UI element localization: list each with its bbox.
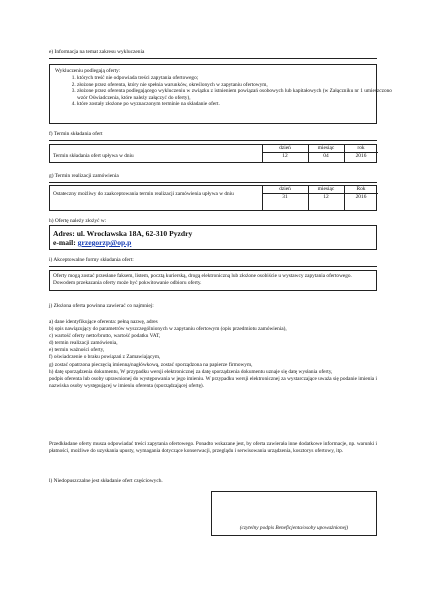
- exclusion-item: 2. złożone przez oferenta, który nie spełnia warunków, określonych w zapytaniu ofertowym,: [77, 82, 392, 89]
- deadline-year: 2016: [355, 153, 367, 159]
- requirement-item: b) opis nawiązujący do parametrów wyszczególnionych w zapytaniu ofertowym (opis przedmiotu zamówienia),: [49, 326, 287, 333]
- signature-box: [211, 491, 377, 536]
- exclusion-item: 3. złożone przez oferenta podlegającego wykluczeniu w związku z istnieniem powiązań osobowych lub kapitałowych (w Załączniku nr 1 umieszczono wzór Oświadczenia, które należy załączyć do oferty),: [77, 88, 392, 101]
- requirement-item: e) termin ważności oferty,: [49, 347, 105, 354]
- email-link[interactable]: grzegorzp@op.p: [77, 238, 132, 247]
- section-g-underline: [49, 182, 377, 183]
- completion-day: 31: [282, 194, 288, 200]
- completion-year: 2016: [355, 194, 367, 200]
- section-e-underline: [49, 58, 377, 59]
- completion-month: 12: [323, 194, 329, 200]
- requirement-item: d) termin realizacji zamówienia,: [49, 340, 118, 347]
- requirement-item: h) datę sporządzenia dokumentu, W przypadku wersji elektronicznej za datę sporządzenia dokumentu uznaje się datę wysłania oferty,: [49, 368, 333, 375]
- offer-deadline-table: [49, 144, 377, 163]
- requirement-item: g) zostać opatrzona pieczęcią imienną/nagłówkową, zostać sporządzona na papierze firmowym,: [49, 361, 253, 368]
- requirement-item: c) wartość oferty netto/brutto, wartość podatku VAT,: [49, 333, 161, 340]
- submission-forms-text: Oferty mogą zostać przesłane faksem, listem, pocztą kurierską, drogą elektroniczną lub złożone osobiście u wystawcy zapytania ofertowego. Dowodem przekazania oferty może być pokwitowanie odbioru oferty.: [53, 273, 352, 287]
- requirement-item: f) oświadczenie o braku powiązań z Zamawiającym,: [49, 354, 161, 361]
- completion-row-label: Ostateczny możliwy do zaakceptowania termin realizacji zamówienia upływa w dniu: [53, 191, 234, 197]
- signature-caption: (czytelny podpis Beneficjenta/osoby upoważnionej): [239, 525, 349, 531]
- deadline-day: 12: [282, 153, 288, 159]
- section-e-label: e) Informacja na temat zakresu wykluczenia: [49, 49, 145, 55]
- exclusion-item: 1. których treść nie odpowiada treści zapytania ofertowego;: [77, 75, 392, 82]
- day-header: dzień: [279, 186, 291, 192]
- month-header: miesiąc: [317, 145, 335, 151]
- year-header: Rok: [356, 186, 366, 192]
- year-header: rok: [357, 145, 365, 151]
- exclusion-list: [53, 75, 392, 108]
- closing-paragraph: Przedkładane oferty musza odpowiadać treści zapytania ofertowego. Ponadto wskazane jest, by oferta zawierała inne dodatkowe informacje, np. warunki i płatności, możliwe do uzyskania upusty, wymagania dotyczące konserwacji, przeglądu i serwisowania urządzenia, kosztorys ofertowy, itp.: [49, 441, 377, 455]
- submission-email-line: [53, 238, 131, 247]
- requirement-item: podpis oferenta lub osoby uprawnionej do występowania w jego imieniu. W przypadku wersji elektronicznej za wystarczające uważa się podanie imienia i nazwiska osoby występującej w imieniu oferenta (sporządzającej ofertę).: [49, 375, 377, 389]
- section-l-label: l) Niedopuszczalne jest składanie ofert częściowych.: [49, 478, 163, 484]
- requirement-item: a) dane identyfikujące oferenta: pełną nazwę, adres: [49, 319, 158, 325]
- deadline-month: 04: [323, 153, 329, 159]
- exclusion-item: 4. które zostały złożone po wyznaczonym terminie na składanie ofert.: [77, 101, 392, 108]
- submission-forms-box: [49, 270, 377, 291]
- section-h-label: h) Ofertę należy złożyć w:: [49, 218, 107, 224]
- section-j-label: j) Złożona oferta powinna zawierać co najmniej:: [49, 303, 154, 309]
- exclusion-intro: Wykluczeniu podlegają oferty:: [55, 68, 121, 74]
- submission-address-box: [49, 225, 377, 250]
- section-f-underline: [49, 140, 377, 141]
- completion-deadline-table: [49, 185, 377, 211]
- day-header: dzień: [279, 145, 291, 151]
- requirements-list: [49, 319, 379, 390]
- submission-address: Adres: ul. Wrocławska 18A, 62-310 Pyzdry: [53, 229, 193, 238]
- section-i-underline: [49, 266, 377, 267]
- deadline-row-label: Termin składania ofert upływa w dniu: [53, 153, 134, 159]
- section-g-label: g) Termin realizacji zamówienia: [49, 173, 119, 179]
- section-f-label: f) Termin składania ofert: [49, 131, 103, 137]
- email-prefix: e-mail:: [53, 238, 78, 247]
- exclusion-box: [49, 64, 392, 124]
- section-i-label: i) Akceptowalne formy składania ofert:: [49, 257, 134, 263]
- month-header: miesiąc: [317, 186, 335, 192]
